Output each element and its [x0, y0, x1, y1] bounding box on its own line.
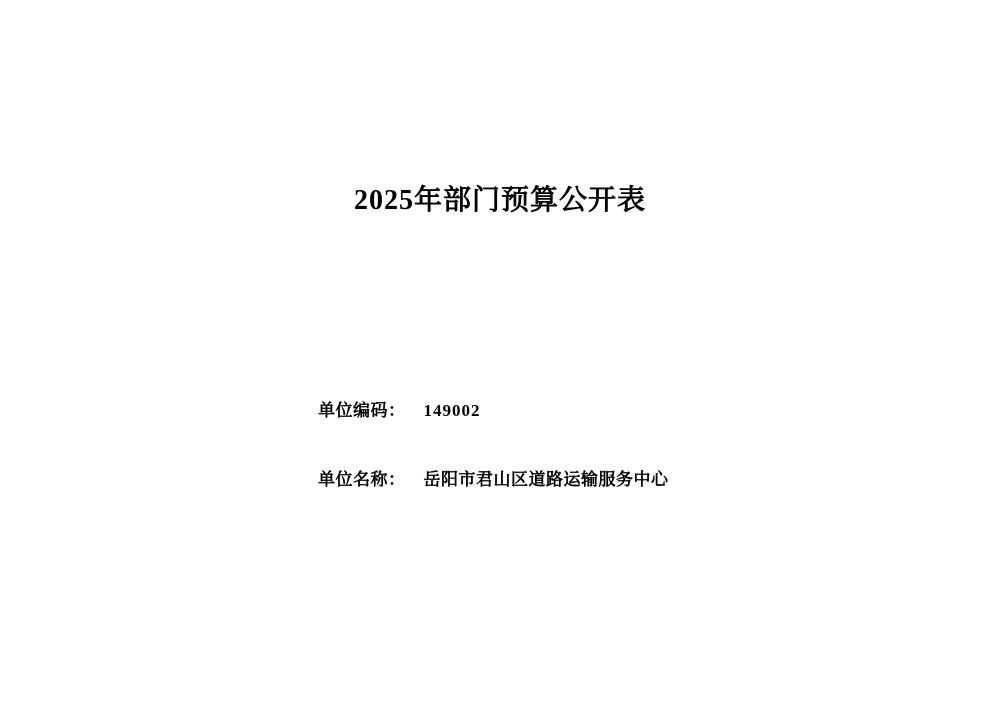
unit-name-label: 单位名称：: [318, 470, 406, 489]
unit-code-row: [318, 396, 481, 421]
unit-name-row: [318, 465, 669, 490]
unit-code-label: 单位编码：: [318, 401, 406, 420]
unit-code-value: 149002: [423, 401, 481, 420]
page-title: 2025年部门预算公开表: [353, 185, 646, 216]
unit-name-value: 岳阳市君山区道路运输服务中心: [423, 470, 669, 489]
